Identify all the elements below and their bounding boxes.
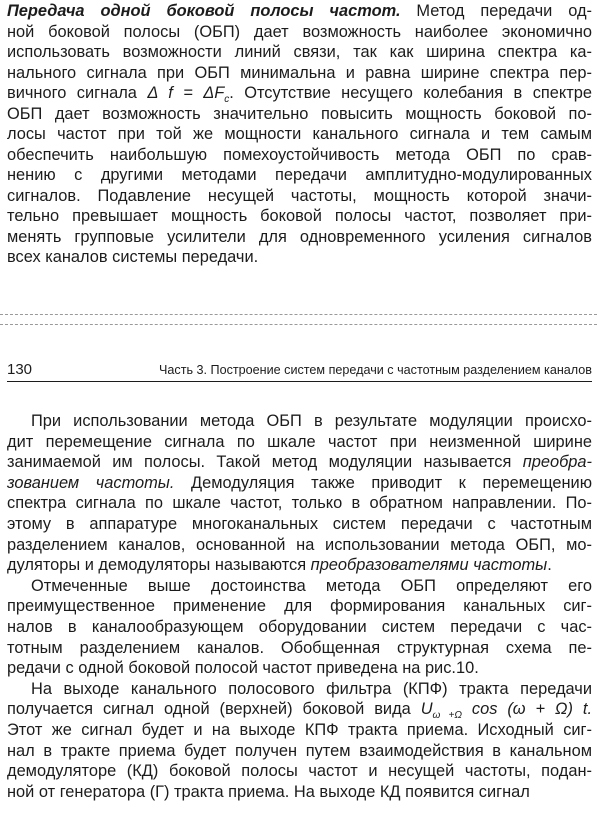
text-line (7, 246, 592, 268)
text-run: сигналов. Подавление несущей частоты, мощность которой значи- (7, 186, 592, 205)
text-run: . Отсутствие несущего колебания в спектре (229, 84, 592, 102)
text-line (7, 719, 592, 741)
text-line (7, 144, 592, 166)
text-run: демодуляторе (КД) боковой полосы частот и несущей частоты, подан- (7, 762, 592, 781)
text-line (7, 82, 592, 104)
top-paragraph (7, 0, 592, 280)
text-line (7, 760, 592, 782)
text-run: этому в аппаратуре многоканальных систем передачи с частотным (7, 515, 592, 533)
text-run: дит перемещение сигнала по шкале частот при неизменной ширине (7, 432, 592, 451)
text-run: редачи с одной боковой полосой частот приведена на рис.10. (7, 659, 479, 678)
italic-run: Δ f = ΔF (147, 84, 225, 102)
italic-run: cos (ω + Ω) t. (461, 700, 593, 719)
text-line (7, 740, 592, 762)
text-run: дуляторы и демодуляторы называются (7, 556, 311, 575)
heading-run: Передача одной боковой полосы частот. (7, 2, 401, 20)
scan-separator-line (0, 324, 597, 325)
text-run: разделением каналов, основанной на использовании метода ОБП, мо- (7, 535, 592, 554)
italic-run: преобра- (522, 453, 592, 472)
text-run: менять групповые усилители для одновременного усиления сигналов (7, 227, 592, 246)
body-text (7, 410, 592, 819)
text-line (7, 472, 592, 494)
text-line (7, 637, 592, 659)
text-run: Отмеченные выше достоинства метода ОБП определяют его (31, 576, 592, 595)
page-header (7, 360, 592, 380)
text-line (7, 205, 592, 227)
text-run: нал в тракте приема будет получен путем взаимодействия в канальном (7, 741, 592, 760)
text-run: преимущественное применение для формирования канальных сиг- (7, 597, 592, 616)
text-line (7, 21, 592, 43)
text-line (7, 657, 592, 679)
text-run: использовать возможности линий связи, так как ширина спектра ка- (7, 43, 592, 61)
scan-separator-line (0, 314, 597, 315)
text-line (7, 513, 592, 535)
text-line (7, 410, 592, 432)
text-run: тельно превышает мощность боковой полосы частот, позволяет при- (7, 207, 592, 225)
text-run: Этот же сигнал будет и на выходе КПФ тракта приема. Исходный сиг- (7, 721, 592, 739)
text-line (7, 226, 592, 248)
text-line (7, 103, 592, 125)
text-run: . (547, 556, 552, 575)
text-run: При использовании метода ОБП в результате модуляции происхо- (31, 412, 592, 430)
text-line (7, 616, 592, 638)
text-line (7, 678, 592, 700)
text-line (7, 41, 592, 63)
text-run: ной от генератора (Г) тракта приема. На выходе КД появится сигнал (7, 782, 530, 801)
italic-run: U (420, 700, 433, 719)
text-line (7, 492, 592, 514)
text-line (7, 554, 592, 576)
text-run: обеспечить наибольшую помехоустойчивость метода ОБП по срав- (7, 145, 592, 164)
text-run: тотным разделением каналов. Обобщенная структурная схема пе- (7, 638, 592, 657)
text-line (7, 123, 592, 145)
text-run: получается сигнал одной (верхней) боковой вида (7, 700, 421, 719)
text-run: занимаемой им полосы. Такой метод модуляции называется (7, 453, 523, 472)
text-line (7, 575, 592, 597)
text-run: ной боковой полосы (ОБП) дает возможность наиболее экономично (7, 22, 592, 41)
header-rule (7, 381, 592, 382)
text-line (7, 595, 592, 617)
text-line (7, 534, 592, 556)
subscript-run: ω +Ω (432, 710, 462, 722)
text-run: нению с другими методами передачи амплитудно-модулированных (7, 166, 592, 184)
text-run: На выходе канального полосового фильтра (КПФ) тракта передачи (31, 679, 592, 698)
text-line (7, 698, 592, 720)
running-title: Часть 3. Построение систем передачи с частотным разделением каналов (159, 363, 592, 377)
text-line (7, 164, 592, 186)
text-line (7, 451, 592, 473)
text-line (7, 431, 592, 453)
text-run: ОБП дает возможность значительно повысить мощность боковой по- (7, 104, 592, 123)
text-run: всех каналов системы передачи. (7, 248, 259, 266)
page-number: 130 (7, 361, 33, 378)
text-run: спектра сигнала по шкале частот, только в обратном направлении. По- (7, 494, 592, 513)
text-line (7, 0, 592, 22)
italic-run: зованием частоты. (7, 473, 175, 492)
text-run: налов в каналообразующем оборудовании систем передачи с час- (7, 618, 592, 636)
text-run: Демодуляция также приводит к перемещению (174, 473, 592, 492)
subscript-run: c (224, 94, 230, 105)
text-run: нального сигнала при ОБП минимальна и равна ширине спектра пер- (7, 63, 592, 82)
text-run: лосы частот при той же мощности канального сигнала и тем самым (7, 125, 592, 143)
text-line (7, 781, 592, 803)
text-line (7, 185, 592, 207)
text-run: вичного сигнала (7, 84, 148, 102)
italic-run: преобразователями частоты (310, 556, 548, 575)
text-line (7, 62, 592, 84)
text-run: Метод передачи од- (400, 2, 592, 20)
